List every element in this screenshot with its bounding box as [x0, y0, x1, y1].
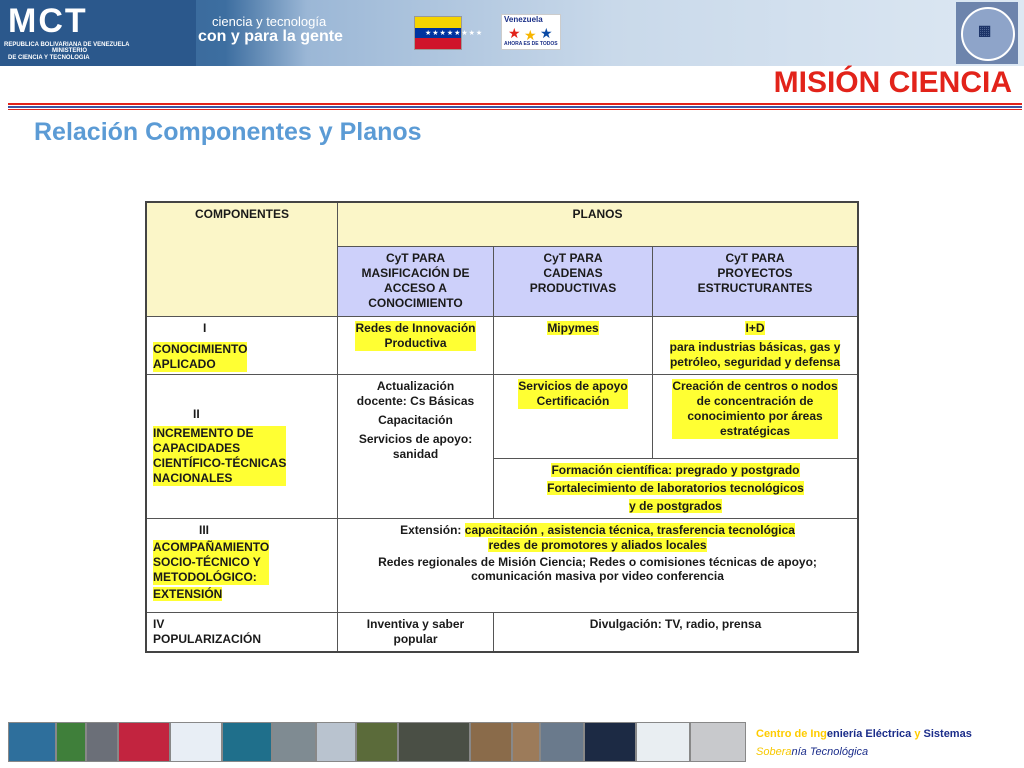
- cell-text: Actualización docente: Cs Básicas: [356, 379, 475, 408]
- r2-proyectos: [653, 375, 857, 459]
- cell-text: Mipymes: [547, 321, 599, 335]
- venezuela-logo: [501, 14, 561, 50]
- foundation-seal-icon: ▦: [956, 2, 1018, 64]
- header-componentes-label: COMPONENTES: [194, 207, 289, 221]
- r2-cadenas: [494, 375, 653, 459]
- cell-text: Creación de centros o nodos de concentración de conocimiento por áreas estratégicas: [672, 379, 838, 438]
- logo-text: MCT: [8, 2, 88, 40]
- r1-cadenas: [494, 317, 653, 375]
- component-name: POPULARIZACIÓN: [153, 632, 261, 646]
- cell-text: Servicios de apoyo Certificación: [518, 379, 628, 408]
- component-name: INCREMENTO DE CAPACIDADES CIENTÍFICO-TÉCNICAS NACIONALES: [153, 426, 287, 485]
- star-icon: ★: [508, 25, 521, 41]
- photo-thumbnail: [540, 722, 584, 762]
- footer-t1-c: y: [911, 728, 924, 740]
- slogan-line1: ciencia y tecnología: [212, 14, 327, 29]
- component-number: II: [193, 407, 200, 421]
- divider: [8, 106, 1022, 108]
- logo-line3: DE CIENCIA Y TECNOLOGIA: [8, 55, 90, 61]
- footer-t2-b: nía Tecnológica: [791, 746, 869, 758]
- logo-line2: MINISTERIO: [52, 48, 88, 54]
- cell-text: redes de promotores y aliados locales: [488, 538, 707, 552]
- photo-thumbnail: [56, 722, 86, 762]
- photo-thumbnail: [356, 722, 398, 762]
- photo-thumbnail: [584, 722, 636, 762]
- venezuela-logo-sub: AHORA ES DE TODOS: [504, 41, 558, 47]
- cell-text: Redes regionales de Misión Ciencia; Redes o comisiones técnicas de apoyo; comunicación masiva por video conferencia: [378, 555, 817, 583]
- star-icon: ★: [524, 27, 537, 43]
- photo-thumbnail: [170, 722, 222, 762]
- photo-thumbnail: [222, 722, 272, 762]
- page-subtitle: Relación Componentes y Planos: [34, 118, 422, 146]
- footer-t1-d: Sistemas: [923, 728, 972, 740]
- photo-thumbnail: [690, 722, 746, 762]
- cell-text: para industrias básicas, gas y petróleo, seguridad y defensa: [669, 340, 841, 369]
- r4-divulgacion: Divulgación: TV, radio, prensa: [589, 617, 762, 631]
- star-icon: ★: [540, 25, 553, 41]
- photo-thumbnail: [512, 722, 540, 762]
- cell-text: capacitación , asistencia técnica, trasferencia tecnológica: [464, 523, 795, 537]
- cell-text: Servicios de apoyo: sanidad: [358, 432, 473, 461]
- mct-logo: [0, 0, 196, 66]
- cell-text: Formación científica: pregrado y postgrado: [551, 463, 800, 477]
- r2-masificacion: [338, 375, 494, 519]
- plan-masificacion: CyT PARA MASIFICACIÓN DE ACCESO A CONOCIMIENTO: [338, 247, 494, 317]
- footer-t1-a: Centro de Ing: [756, 728, 827, 740]
- plan-cadenas: CyT PARA CADENAS PRODUCTIVAS: [494, 247, 653, 317]
- component-i: [147, 317, 338, 375]
- photo-thumbnail: [8, 722, 56, 762]
- component-number: I: [203, 321, 207, 335]
- photo-thumbnail: [316, 722, 356, 762]
- r1-masificacion: [338, 317, 494, 375]
- component-name-2: EXTENSIÓN: [153, 587, 223, 601]
- cell-text: Fortalecimiento de laboratorios tecnológicos: [547, 481, 804, 495]
- component-iii: [147, 519, 338, 613]
- cell-text: y de postgrados: [629, 499, 722, 513]
- cell-text: Capacitación: [378, 413, 453, 427]
- component-name: ACOMPAÑAMIENTO SOCIO-TÉCNICO Y METODOLÓGICO:: [153, 540, 270, 584]
- photo-thumbnail: [272, 722, 316, 762]
- photo-thumbnail: [398, 722, 470, 762]
- component-number: IV: [153, 617, 165, 631]
- divider: [8, 103, 1022, 105]
- header-planos: [338, 203, 857, 247]
- photo-thumbnail: [470, 722, 512, 762]
- cell-text: Redes de Innovación Productiva: [355, 321, 476, 350]
- component-name: CONOCIMIENTO APLICADO: [153, 342, 248, 371]
- header-planos-label: PLANOS: [572, 207, 623, 221]
- slogan-line2: con y para la gente: [198, 28, 343, 45]
- r2-span-cadenas-proyectos: [494, 459, 857, 519]
- footer-t2-a: Sobera: [756, 746, 792, 758]
- component-iv: [147, 613, 338, 651]
- footer-photo-strip: [8, 722, 746, 766]
- footer-t1-b: eniería Eléctrica: [826, 728, 912, 740]
- r3-extension: [338, 519, 857, 613]
- footer-centro: [756, 728, 972, 740]
- component-number: III: [199, 523, 210, 537]
- page-title: MISIÓN CIENCIA: [773, 66, 1012, 99]
- r1-proyectos: [653, 317, 857, 375]
- venezuela-logo-text: Venezuela: [504, 15, 543, 24]
- header-componentes: [147, 203, 338, 317]
- cell-text: Extensión:: [400, 523, 462, 537]
- logo-line1: REPUBLICA BOLIVARIANA DE VENEZUELA: [4, 42, 130, 48]
- photo-thumbnail: [118, 722, 170, 762]
- component-ii: [147, 375, 338, 519]
- venezuela-flag-icon: ★★★★★★★★: [414, 16, 462, 50]
- photo-thumbnail: [86, 722, 118, 762]
- footer-soberania: [756, 746, 868, 758]
- plan-proyectos: CyT PARA PROYECTOS ESTRUCTURANTES: [653, 247, 857, 317]
- components-planes-table: [145, 201, 859, 653]
- cell-text: I+D: [745, 321, 765, 335]
- divider: [8, 109, 1022, 110]
- photo-thumbnail: [636, 722, 690, 762]
- r4-masificacion: Inventiva y saber popular: [338, 613, 494, 651]
